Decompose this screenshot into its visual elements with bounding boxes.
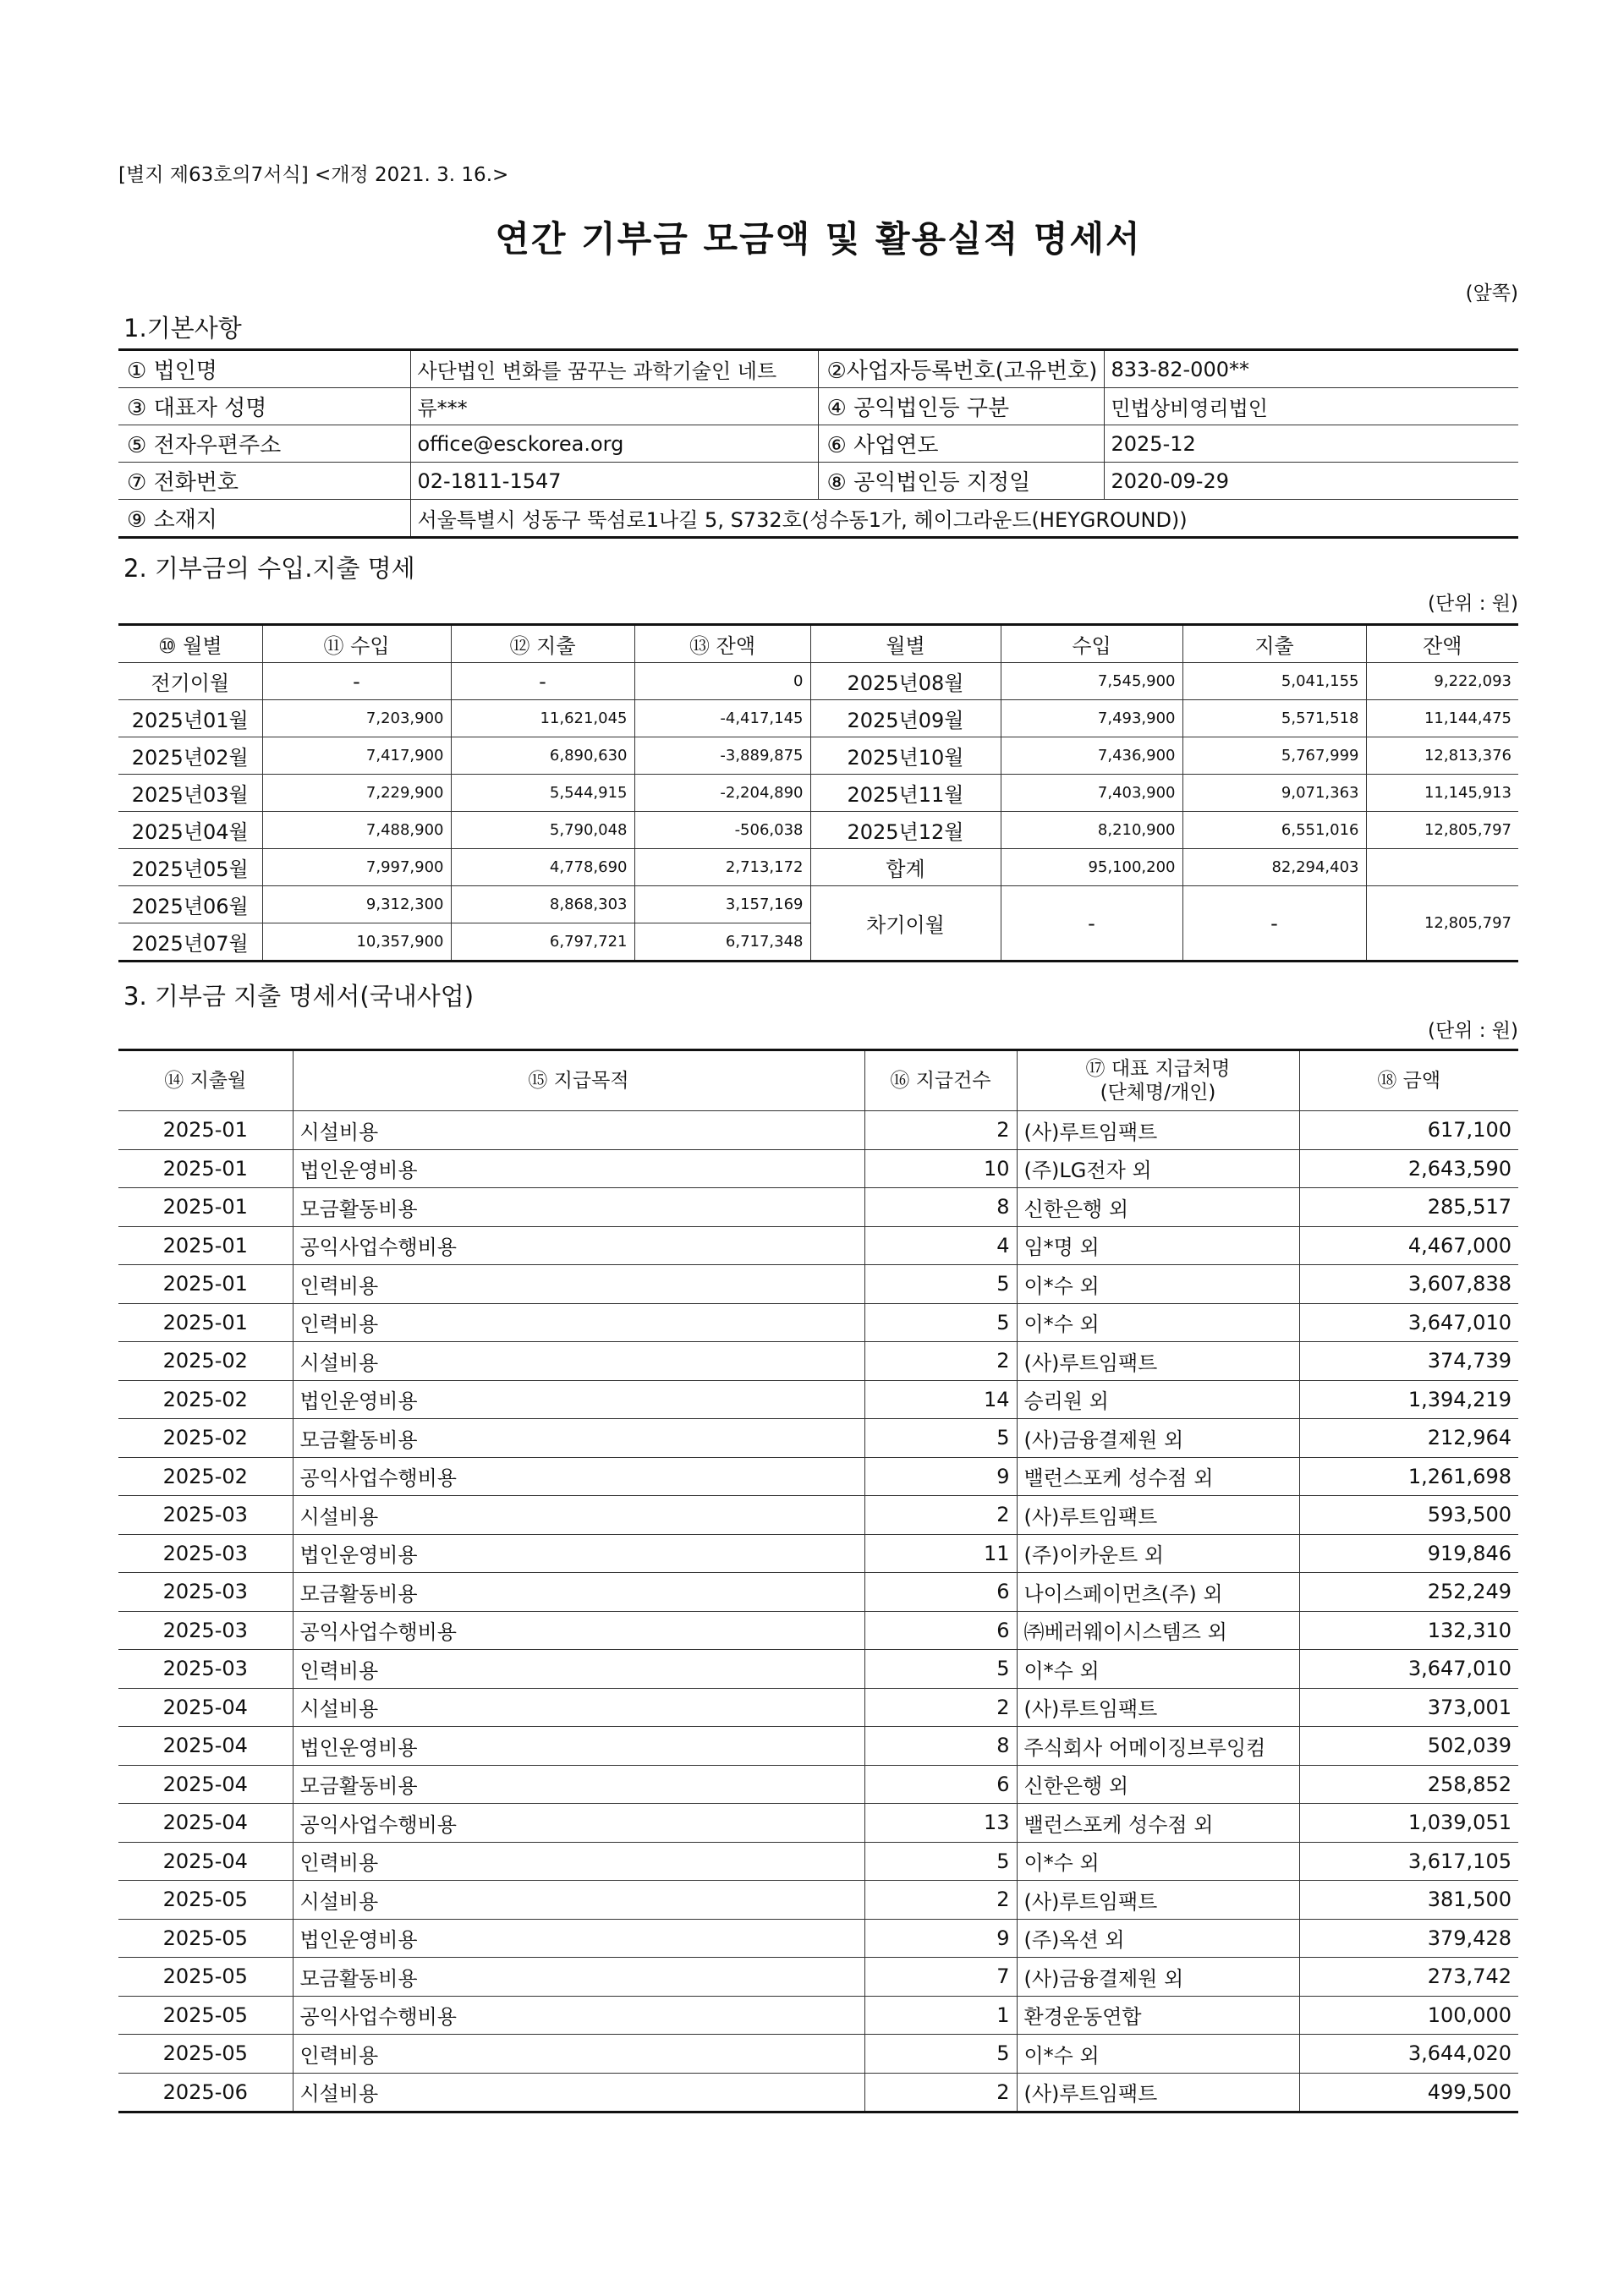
ledger-row (118, 737, 1518, 775)
info-value: 류*** (410, 388, 818, 425)
expense-month: 2025-05 (118, 1958, 293, 1997)
month-cell: 전기이월 (118, 663, 262, 700)
carry-label: 차기이월 (810, 886, 1001, 962)
header-payee-line1: ⑰ 대표 지급처명 (1085, 1058, 1231, 1080)
expense-amount: 1,394,219 (1299, 1380, 1518, 1419)
expense-count: 2 (864, 1342, 1017, 1381)
expense-purpose: 인력비용 (293, 1303, 864, 1342)
expense-row (118, 1842, 1518, 1881)
info-label: ⑥ 사업연도 (818, 425, 1104, 463)
expense-amount: 132,310 (1299, 1611, 1518, 1650)
month-cell: 2025년06월 (118, 886, 262, 923)
amount-cell: 9,312,300 (262, 886, 451, 923)
expense-amount: 285,517 (1299, 1188, 1518, 1227)
info-label: ④ 공익법인등 구분 (818, 388, 1104, 425)
info-row (118, 463, 1518, 500)
amount-cell: 7,493,900 (1001, 700, 1182, 737)
column-header: 지출 (1182, 625, 1366, 663)
expense-count: 9 (864, 1919, 1017, 1958)
expense-purpose: 모금활동비용 (293, 1419, 864, 1458)
expense-payee: 밸런스포케 성수점 외 (1017, 1457, 1299, 1496)
expense-row (118, 1611, 1518, 1650)
amount-cell: 6,890,630 (451, 737, 634, 775)
expense-payee: 이*수 외 (1017, 1650, 1299, 1689)
expense-purpose: 시설비용 (293, 1688, 864, 1727)
section1-heading: 1.기본사항 (123, 314, 242, 342)
expense-count: 2 (864, 2073, 1017, 2112)
amount-cell: 0 (634, 663, 810, 700)
expense-payee: (사)루트임팩트 (1017, 1111, 1299, 1150)
amount-cell: 8,210,900 (1001, 812, 1182, 849)
ledger-row (118, 886, 1518, 923)
expense-month: 2025-05 (118, 1881, 293, 1920)
expense-row (118, 1881, 1518, 1920)
expense-payee: ㈜베러웨이시스템즈 외 (1017, 1611, 1299, 1650)
expense-month: 2025-02 (118, 1419, 293, 1458)
amount-cell: -506,038 (634, 812, 810, 849)
month-cell: 2025년09월 (810, 700, 1001, 737)
expense-payee: 신한은행 외 (1017, 1765, 1299, 1804)
ledger-row (118, 849, 1518, 886)
expense-month: 2025-02 (118, 1457, 293, 1496)
expense-count: 13 (864, 1804, 1017, 1843)
carry-income: - (1001, 886, 1182, 962)
expense-row (118, 1804, 1518, 1843)
expense-purpose: 공익사업수행비용 (293, 1804, 864, 1843)
expense-month: 2025-03 (118, 1650, 293, 1689)
expense-count: 5 (864, 1650, 1017, 1689)
info-value: office@esckorea.org (410, 425, 818, 463)
info-value: 02-1811-1547 (410, 463, 818, 500)
section2-heading: 2. 기부금의 수입.지출 명세 (123, 554, 415, 583)
amount-cell: 6,717,348 (634, 923, 810, 962)
expense-purpose: 모금활동비용 (293, 1958, 864, 1997)
amount-cell: 7,488,900 (262, 812, 451, 849)
expense-row (118, 1149, 1518, 1188)
column-header: 월별 (810, 625, 1001, 663)
amount-cell: 6,797,721 (451, 923, 634, 962)
expense-month: 2025-01 (118, 1265, 293, 1304)
expense-row (118, 1650, 1518, 1689)
expense-count: 2 (864, 1496, 1017, 1535)
expense-payee: 신한은행 외 (1017, 1188, 1299, 1227)
expense-payee: 이*수 외 (1017, 1265, 1299, 1304)
expense-month: 2025-01 (118, 1111, 293, 1150)
expense-amount: 212,964 (1299, 1419, 1518, 1458)
amount-cell: - (451, 663, 634, 700)
amount-cell: 3,157,169 (634, 886, 810, 923)
expense-row (118, 1688, 1518, 1727)
amount-cell: 11,621,045 (451, 700, 634, 737)
amount-cell: 4,778,690 (451, 849, 634, 886)
section3-unit: (단위 : 원) (1428, 1020, 1518, 1042)
expense-purpose: 공익사업수행비용 (293, 1226, 864, 1265)
expense-row (118, 1303, 1518, 1342)
info-value: 민법상비영리법인 (1104, 388, 1518, 425)
expense-row (118, 1534, 1518, 1573)
expense-amount: 593,500 (1299, 1496, 1518, 1535)
expense-purpose: 모금활동비용 (293, 1188, 864, 1227)
expense-count: 14 (864, 1380, 1017, 1419)
expense-month: 2025-04 (118, 1688, 293, 1727)
expense-payee: (사)금융결제원 외 (1017, 1958, 1299, 1997)
amount-cell: 7,436,900 (1001, 737, 1182, 775)
amount-cell: 7,417,900 (262, 737, 451, 775)
amount-cell: 5,041,155 (1182, 663, 1366, 700)
month-cell: 2025년10월 (810, 737, 1001, 775)
expense-month: 2025-04 (118, 1804, 293, 1843)
expense-count: 4 (864, 1226, 1017, 1265)
info-row (118, 425, 1518, 463)
expense-purpose: 법인운영비용 (293, 1380, 864, 1419)
address-label: ⑨ 소재지 (118, 500, 410, 538)
expense-payee: (사)루트임팩트 (1017, 1342, 1299, 1381)
expense-row (118, 1996, 1518, 2035)
amount-cell: 8,868,303 (451, 886, 634, 923)
amount-cell: 12,805,797 (1366, 812, 1518, 849)
expense-purpose: 모금활동비용 (293, 1573, 864, 1612)
expense-payee: (주)옥션 외 (1017, 1919, 1299, 1958)
expense-count: 5 (864, 2035, 1017, 2074)
expense-month: 2025-05 (118, 2035, 293, 2074)
expense-month: 2025-03 (118, 1534, 293, 1573)
expense-month: 2025-01 (118, 1226, 293, 1265)
expense-count: 9 (864, 1457, 1017, 1496)
expense-row (118, 1765, 1518, 1804)
expense-count: 5 (864, 1303, 1017, 1342)
expense-payee: 이*수 외 (1017, 2035, 1299, 2074)
expense-amount: 502,039 (1299, 1727, 1518, 1766)
expense-purpose: 법인운영비용 (293, 1919, 864, 1958)
amount-cell: -2,204,890 (634, 775, 810, 812)
column-header: 잔액 (1366, 625, 1518, 663)
amount-cell: 9,071,363 (1182, 775, 1366, 812)
expense-row (118, 1342, 1518, 1381)
expense-purpose: 인력비용 (293, 1650, 864, 1689)
column-header: 수입 (1001, 625, 1182, 663)
amount-cell: 7,403,900 (1001, 775, 1182, 812)
expense-purpose: 공익사업수행비용 (293, 1611, 864, 1650)
section2-unit: (단위 : 원) (1428, 593, 1518, 615)
expense-count: 7 (864, 1958, 1017, 1997)
expense-count: 1 (864, 1996, 1017, 2035)
expense-amount: 3,617,105 (1299, 1842, 1518, 1881)
column-header: ⑬ 잔액 (634, 625, 810, 663)
expense-detail-table (118, 1049, 1518, 2113)
info-value: 사단법인 변화를 꿈꾸는 과학기술인 네트 (410, 350, 818, 388)
ledger-row (118, 812, 1518, 849)
expense-row (118, 1419, 1518, 1458)
info-row (118, 388, 1518, 425)
expense-amount: 3,607,838 (1299, 1265, 1518, 1304)
expense-payee: 임*명 외 (1017, 1226, 1299, 1265)
expense-amount: 373,001 (1299, 1688, 1518, 1727)
month-cell: 2025년02월 (118, 737, 262, 775)
ledger-row (118, 775, 1518, 812)
expense-row (118, 1457, 1518, 1496)
expense-purpose: 인력비용 (293, 1265, 864, 1304)
expense-amount: 1,039,051 (1299, 1804, 1518, 1843)
expense-amount: 3,647,010 (1299, 1650, 1518, 1689)
expense-month: 2025-03 (118, 1611, 293, 1650)
amount-cell: 5,790,048 (451, 812, 634, 849)
info-row-address (118, 500, 1518, 538)
amount-cell: 7,545,900 (1001, 663, 1182, 700)
income-expense-table (118, 623, 1518, 962)
expense-payee: 이*수 외 (1017, 1303, 1299, 1342)
expense-count: 8 (864, 1727, 1017, 1766)
expense-amount: 252,249 (1299, 1573, 1518, 1612)
page-side-label: (앞쪽) (1465, 282, 1518, 304)
info-label: ⑦ 전화번호 (118, 463, 410, 500)
expense-purpose: 시설비용 (293, 1111, 864, 1150)
amount-cell: 2,713,172 (634, 849, 810, 886)
info-label: ②사업자등록번호(고유번호) (818, 350, 1104, 388)
expense-count: 2 (864, 1111, 1017, 1150)
amount-cell: 6,551,016 (1182, 812, 1366, 849)
basic-info-table (118, 348, 1518, 539)
expense-row (118, 1265, 1518, 1304)
expense-amount: 2,643,590 (1299, 1149, 1518, 1188)
expense-row (118, 2073, 1518, 2112)
month-cell: 2025년04월 (118, 812, 262, 849)
month-cell: 2025년07월 (118, 923, 262, 962)
info-label: ⑧ 공익법인등 지정일 (818, 463, 1104, 500)
expense-row (118, 1919, 1518, 1958)
header-purpose: ⑮ 지급목적 (293, 1050, 864, 1111)
expense-count: 5 (864, 1419, 1017, 1458)
expense-month: 2025-04 (118, 1765, 293, 1804)
header-payee-line2: (단체명/개인) (1100, 1082, 1216, 1104)
expense-payee: (사)루트임팩트 (1017, 2073, 1299, 2112)
info-value: 2025-12 (1104, 425, 1518, 463)
amount-cell: 7,997,900 (262, 849, 451, 886)
amount-cell: 10,357,900 (262, 923, 451, 962)
expense-count: 2 (864, 1688, 1017, 1727)
expense-purpose: 시설비용 (293, 1342, 864, 1381)
expense-payee: 승리원 외 (1017, 1380, 1299, 1419)
expense-payee: 나이스페이먼츠(주) 외 (1017, 1573, 1299, 1612)
expense-amount: 617,100 (1299, 1111, 1518, 1150)
expense-month: 2025-01 (118, 1149, 293, 1188)
carry-expense: - (1182, 886, 1366, 962)
expense-amount: 379,428 (1299, 1919, 1518, 1958)
expense-purpose: 모금활동비용 (293, 1765, 864, 1804)
month-cell: 2025년11월 (810, 775, 1001, 812)
expense-purpose: 공익사업수행비용 (293, 1996, 864, 2035)
month-cell: 합계 (810, 849, 1001, 886)
expense-count: 8 (864, 1188, 1017, 1227)
expense-purpose: 시설비용 (293, 1496, 864, 1535)
expense-month: 2025-04 (118, 1727, 293, 1766)
section3-heading: 3. 기부금 지출 명세서(국내사업) (123, 982, 475, 1011)
amount-cell: 11,145,913 (1366, 775, 1518, 812)
amount-cell (1366, 849, 1518, 886)
expense-amount: 3,647,010 (1299, 1303, 1518, 1342)
expense-row (118, 1380, 1518, 1419)
expense-count: 5 (864, 1265, 1017, 1304)
expense-month: 2025-04 (118, 1842, 293, 1881)
amount-cell: 82,294,403 (1182, 849, 1366, 886)
expense-payee: (주)LG전자 외 (1017, 1149, 1299, 1188)
month-cell: 2025년08월 (810, 663, 1001, 700)
expense-purpose: 인력비용 (293, 1842, 864, 1881)
expense-amount: 3,644,020 (1299, 2035, 1518, 2074)
info-value: 833-82-000** (1104, 350, 1518, 388)
header-amount: ⑱ 금액 (1299, 1050, 1518, 1111)
expense-purpose: 법인운영비용 (293, 1727, 864, 1766)
month-cell: 2025년12월 (810, 812, 1001, 849)
expense-month: 2025-05 (118, 1919, 293, 1958)
amount-cell: 95,100,200 (1001, 849, 1182, 886)
expense-amount: 4,467,000 (1299, 1226, 1518, 1265)
expense-count: 6 (864, 1611, 1017, 1650)
expense-row (118, 1496, 1518, 1535)
expense-amount: 374,739 (1299, 1342, 1518, 1381)
document-title: 연간 기부금 모금액 및 활용실적 명세서 (495, 218, 1142, 260)
form-reference: [별지 제63호의7서식] <개정 2021. 3. 16.> (118, 164, 509, 186)
expense-month: 2025-03 (118, 1573, 293, 1612)
expense-month: 2025-01 (118, 1303, 293, 1342)
info-row (118, 350, 1518, 388)
expense-purpose: 인력비용 (293, 2035, 864, 2074)
expense-row (118, 1727, 1518, 1766)
expense-count: 11 (864, 1534, 1017, 1573)
column-header: ⑪ 수입 (262, 625, 451, 663)
expense-payee: 환경운동연합 (1017, 1996, 1299, 2035)
expense-row (118, 1188, 1518, 1227)
header-count: ⑯ 지급건수 (864, 1050, 1017, 1111)
expense-amount: 100,000 (1299, 1996, 1518, 2035)
expense-count: 10 (864, 1149, 1017, 1188)
amount-cell: - (262, 663, 451, 700)
expense-payee: (주)이카운트 외 (1017, 1534, 1299, 1573)
header-payee (1017, 1050, 1299, 1111)
expense-row (118, 1111, 1518, 1150)
month-cell: 2025년05월 (118, 849, 262, 886)
expense-payee: (사)금융결제원 외 (1017, 1419, 1299, 1458)
expense-row (118, 1226, 1518, 1265)
expense-row (118, 2035, 1518, 2074)
expense-month: 2025-06 (118, 2073, 293, 2112)
amount-cell: 5,571,518 (1182, 700, 1366, 737)
month-cell: 2025년03월 (118, 775, 262, 812)
expense-amount: 258,852 (1299, 1765, 1518, 1804)
expense-count: 2 (864, 1881, 1017, 1920)
expense-month: 2025-02 (118, 1380, 293, 1419)
amount-cell: -4,417,145 (634, 700, 810, 737)
expense-month: 2025-01 (118, 1188, 293, 1227)
expense-purpose: 공익사업수행비용 (293, 1457, 864, 1496)
info-label: ③ 대표자 성명 (118, 388, 410, 425)
expense-amount: 919,846 (1299, 1534, 1518, 1573)
expense-payee: (사)루트임팩트 (1017, 1688, 1299, 1727)
expense-payee: (사)루트임팩트 (1017, 1881, 1299, 1920)
header-month: ⑭ 지출월 (118, 1050, 293, 1111)
expense-purpose: 시설비용 (293, 1881, 864, 1920)
expense-payee: 밸런스포케 성수점 외 (1017, 1804, 1299, 1843)
expense-amount: 1,261,698 (1299, 1457, 1518, 1496)
info-label: ⑤ 전자우편주소 (118, 425, 410, 463)
expense-row (118, 1958, 1518, 1997)
expense-amount: 499,500 (1299, 2073, 1518, 2112)
amount-cell: 5,544,915 (451, 775, 634, 812)
amount-cell: 5,767,999 (1182, 737, 1366, 775)
amount-cell: 9,222,093 (1366, 663, 1518, 700)
ledger-row (118, 700, 1518, 737)
ledger-row (118, 663, 1518, 700)
expense-purpose: 시설비용 (293, 2073, 864, 2112)
expense-purpose: 법인운영비용 (293, 1534, 864, 1573)
amount-cell: 12,813,376 (1366, 737, 1518, 775)
expense-month: 2025-03 (118, 1496, 293, 1535)
amount-cell: 7,229,900 (262, 775, 451, 812)
address-value: 서울특별시 성동구 뚝섬로1나길 5, S732호(성수동1가, 헤이그라운드(HEYGROUND)) (410, 500, 1518, 538)
amount-cell: -3,889,875 (634, 737, 810, 775)
expense-payee: 주식회사 어메이징브루잉컴 (1017, 1727, 1299, 1766)
expense-month: 2025-05 (118, 1996, 293, 2035)
expense-month: 2025-02 (118, 1342, 293, 1381)
column-header: ⑫ 지출 (451, 625, 634, 663)
info-label: ① 법인명 (118, 350, 410, 388)
amount-cell: 11,144,475 (1366, 700, 1518, 737)
carry-balance: 12,805,797 (1366, 886, 1518, 962)
expense-count: 5 (864, 1842, 1017, 1881)
info-value: 2020-09-29 (1104, 463, 1518, 500)
expense-count: 6 (864, 1765, 1017, 1804)
expense-purpose: 법인운영비용 (293, 1149, 864, 1188)
expense-payee: 이*수 외 (1017, 1842, 1299, 1881)
expense-row (118, 1573, 1518, 1612)
expense-count: 6 (864, 1573, 1017, 1612)
column-header: ⑩ 월별 (118, 625, 262, 663)
month-cell: 2025년01월 (118, 700, 262, 737)
amount-cell: 7,203,900 (262, 700, 451, 737)
expense-payee: (사)루트임팩트 (1017, 1496, 1299, 1535)
expense-amount: 381,500 (1299, 1881, 1518, 1920)
expense-amount: 273,742 (1299, 1958, 1518, 1997)
